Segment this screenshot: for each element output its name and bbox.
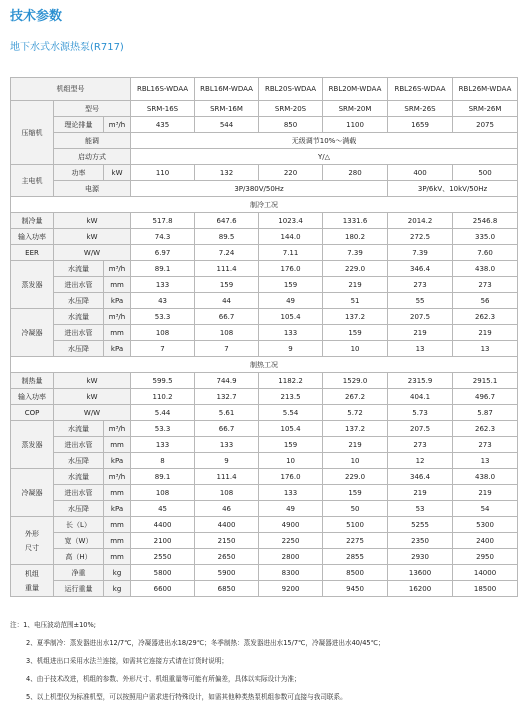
- table-row: [11, 197, 518, 213]
- value-cell: 133: [131, 277, 195, 293]
- table-row: [11, 293, 518, 309]
- row-label: 水压降: [54, 293, 104, 309]
- value-cell: 7: [195, 341, 259, 357]
- value-cell: 8500: [323, 565, 388, 581]
- table-row: [11, 373, 518, 389]
- value-cell: 5300: [453, 517, 518, 533]
- model-header: RBL26M-WDAA: [453, 78, 518, 101]
- value-cell: SRM-26M: [453, 101, 518, 117]
- unit-label: kW: [104, 165, 131, 181]
- table-row: [11, 469, 518, 485]
- table-row: [11, 421, 518, 437]
- value-cell: 132.7: [195, 389, 259, 405]
- value-cell: SRM-16M: [195, 101, 259, 117]
- row-label: 水流量: [54, 469, 104, 485]
- value-cell: 45: [131, 501, 195, 517]
- group-label: 蒸发器: [11, 421, 54, 469]
- value-cell: 7: [131, 341, 195, 357]
- value-cell: 46: [195, 501, 259, 517]
- value-cell: 3P/380V/50Hz: [131, 181, 388, 197]
- value-cell: 1331.6: [323, 213, 388, 229]
- value-cell: 2315.9: [388, 373, 453, 389]
- value-cell: 132: [195, 165, 259, 181]
- unit-label: mm: [104, 277, 131, 293]
- model-header: RBL16S-WDAA: [131, 78, 195, 101]
- row-label: 型号: [54, 101, 131, 117]
- value-cell: SRM-16S: [131, 101, 195, 117]
- value-cell: 1659: [388, 117, 453, 133]
- value-cell: 9: [259, 341, 323, 357]
- table-row: [11, 533, 518, 549]
- value-cell: 144.0: [259, 229, 323, 245]
- value-cell: 176.0: [259, 261, 323, 277]
- unit-label: kPa: [104, 293, 131, 309]
- value-cell: 599.5: [131, 373, 195, 389]
- value-cell: 13: [453, 341, 518, 357]
- value-cell: 133: [259, 325, 323, 341]
- table-row: [11, 485, 518, 501]
- value-cell: 5.87: [453, 405, 518, 421]
- table-row: [11, 245, 518, 261]
- value-cell: 438.0: [453, 261, 518, 277]
- page-title: 技术参数: [10, 9, 63, 24]
- value-cell: 5.73: [388, 405, 453, 421]
- value-cell: 207.5: [388, 421, 453, 437]
- value-cell: 229.0: [323, 469, 388, 485]
- value-cell: 110.2: [131, 389, 195, 405]
- table-row: [11, 181, 518, 197]
- table-row: [11, 101, 518, 117]
- row-label: 能调: [54, 133, 131, 149]
- value-cell: 2350: [388, 533, 453, 549]
- unit-label: m³/h: [104, 261, 131, 277]
- unit-label: mm: [104, 533, 131, 549]
- value-cell: 219: [453, 325, 518, 341]
- value-cell: 74.3: [131, 229, 195, 245]
- value-cell: 2075: [453, 117, 518, 133]
- unit-label: m³/h: [104, 309, 131, 325]
- value-cell: 1182.2: [259, 373, 323, 389]
- group-label-line: 外形: [25, 529, 39, 538]
- value-cell: 500: [453, 165, 518, 181]
- value-cell: 219: [453, 485, 518, 501]
- value-cell: 7.24: [195, 245, 259, 261]
- row-label: 宽（W）: [54, 533, 104, 549]
- value-cell: 7.11: [259, 245, 323, 261]
- group-label: 压缩机: [11, 101, 54, 165]
- group-label-line: 尺寸: [25, 543, 39, 552]
- unit-label: kg: [104, 565, 131, 581]
- row-label: 制热量: [11, 373, 54, 389]
- value-cell: 213.5: [259, 389, 323, 405]
- table-row: [11, 565, 518, 581]
- value-cell: 438.0: [453, 469, 518, 485]
- table-row: [11, 325, 518, 341]
- value-cell: 219: [388, 325, 453, 341]
- value-cell: 2650: [195, 549, 259, 565]
- value-cell: 49: [259, 501, 323, 517]
- value-cell: 435: [131, 117, 195, 133]
- table-row: [11, 117, 518, 133]
- value-cell: 56: [453, 293, 518, 309]
- value-cell: 4400: [131, 517, 195, 533]
- value-cell: 262.3: [453, 421, 518, 437]
- row-label: 水流量: [54, 309, 104, 325]
- value-cell: 14000: [453, 565, 518, 581]
- value-cell: 2550: [131, 549, 195, 565]
- unit-label: kW: [54, 389, 131, 405]
- value-cell: 9: [195, 453, 259, 469]
- group-label: [11, 565, 54, 597]
- group-label: 冷凝器: [11, 469, 54, 517]
- value-cell: 51: [323, 293, 388, 309]
- value-cell: 6600: [131, 581, 195, 597]
- value-cell: SRM-20M: [323, 101, 388, 117]
- value-cell: 2855: [323, 549, 388, 565]
- row-label: 输入功率: [11, 229, 54, 245]
- value-cell: 108: [131, 325, 195, 341]
- unit-label: mm: [104, 517, 131, 533]
- value-cell: 273: [453, 277, 518, 293]
- value-cell: 49: [259, 293, 323, 309]
- model-header: RBL26S-WDAA: [388, 78, 453, 101]
- value-cell: 219: [388, 485, 453, 501]
- value-cell: 13: [453, 453, 518, 469]
- value-cell: 111.4: [195, 469, 259, 485]
- value-cell: 55: [388, 293, 453, 309]
- value-cell: 16200: [388, 581, 453, 597]
- value-cell: 1529.0: [323, 373, 388, 389]
- unit-label: m³/h: [104, 117, 131, 133]
- table-row: [11, 229, 518, 245]
- value-cell: 53.3: [131, 421, 195, 437]
- value-cell: 111.4: [195, 261, 259, 277]
- unit-label: mm: [104, 485, 131, 501]
- value-cell: 110: [131, 165, 195, 181]
- value-cell: 12: [388, 453, 453, 469]
- value-cell: 8300: [259, 565, 323, 581]
- unit-label: mm: [104, 325, 131, 341]
- value-cell: 53: [388, 501, 453, 517]
- unit-label: kPa: [104, 341, 131, 357]
- value-cell: 2014.2: [388, 213, 453, 229]
- table-row: [11, 165, 518, 181]
- value-cell: 744.9: [195, 373, 259, 389]
- value-cell: 496.7: [453, 389, 518, 405]
- value-cell: 400: [388, 165, 453, 181]
- value-cell: 89.5: [195, 229, 259, 245]
- value-cell: 404.1: [388, 389, 453, 405]
- group-label-line: 重量: [25, 583, 39, 592]
- value-cell: 108: [195, 325, 259, 341]
- unit-label: m³/h: [104, 469, 131, 485]
- value-cell: 66.7: [195, 309, 259, 325]
- table-row: [11, 581, 518, 597]
- value-cell: 2250: [259, 533, 323, 549]
- table-row: [11, 213, 518, 229]
- value-cell: 159: [323, 485, 388, 501]
- value-cell: 219: [323, 277, 388, 293]
- model-header: RBL20M-WDAA: [323, 78, 388, 101]
- row-label: 净重: [54, 565, 104, 581]
- value-cell: 7.39: [323, 245, 388, 261]
- row-label: 水流量: [54, 421, 104, 437]
- value-cell: 272.5: [388, 229, 453, 245]
- value-cell: 13: [388, 341, 453, 357]
- table-row: [11, 341, 518, 357]
- unit-label: mm: [104, 549, 131, 565]
- value-cell: 2275: [323, 533, 388, 549]
- value-cell: 6.97: [131, 245, 195, 261]
- table-row: [11, 405, 518, 421]
- row-label: 水流量: [54, 261, 104, 277]
- table-row: [11, 149, 518, 165]
- row-label: 水压降: [54, 341, 104, 357]
- row-label: 运行重量: [54, 581, 104, 597]
- value-cell: 137.2: [323, 421, 388, 437]
- value-cell: SRM-26S: [388, 101, 453, 117]
- table-row: [11, 437, 518, 453]
- row-label: 启动方式: [54, 149, 131, 165]
- row-label: 进出水管: [54, 437, 104, 453]
- value-cell: 4900: [259, 517, 323, 533]
- value-cell: 3P/6kV、10kV/50Hz: [388, 181, 518, 197]
- value-cell: 54: [453, 501, 518, 517]
- section-title: 制热工况: [11, 357, 518, 373]
- value-cell: 50: [323, 501, 388, 517]
- value-cell: 44: [195, 293, 259, 309]
- row-label: 进出水管: [54, 485, 104, 501]
- value-cell: 346.4: [388, 261, 453, 277]
- value-cell: 180.2: [323, 229, 388, 245]
- value-cell: 335.0: [453, 229, 518, 245]
- value-cell: 133: [195, 437, 259, 453]
- value-cell: 159: [259, 277, 323, 293]
- unit-label: kW: [54, 373, 131, 389]
- value-cell: 10: [259, 453, 323, 469]
- value-cell: 2800: [259, 549, 323, 565]
- value-cell: 5900: [195, 565, 259, 581]
- spec-table: [10, 77, 518, 597]
- row-label: 进出水管: [54, 277, 104, 293]
- table-row: [11, 261, 518, 277]
- group-label: 蒸发器: [11, 261, 54, 309]
- table-row: [11, 78, 518, 101]
- value-cell: 2100: [131, 533, 195, 549]
- value-cell: 207.5: [388, 309, 453, 325]
- header-label: 机组型号: [11, 78, 131, 101]
- unit-label: kPa: [104, 501, 131, 517]
- value-cell: 2915.1: [453, 373, 518, 389]
- value-cell: 2150: [195, 533, 259, 549]
- row-label: COP: [11, 405, 54, 421]
- value-cell: 4400: [195, 517, 259, 533]
- value-cell: 544: [195, 117, 259, 133]
- value-cell: 273: [388, 437, 453, 453]
- table-row: [11, 309, 518, 325]
- value-cell: 5.44: [131, 405, 195, 421]
- unit-label: kg: [104, 581, 131, 597]
- unit-label: W/W: [54, 245, 131, 261]
- value-cell: 5255: [388, 517, 453, 533]
- value-cell: 9450: [323, 581, 388, 597]
- row-label: 进出水管: [54, 325, 104, 341]
- value-cell: 267.2: [323, 389, 388, 405]
- value-cell: 10: [323, 453, 388, 469]
- note-line: 注：1、电压波动范围±10%;: [10, 621, 96, 629]
- unit-label: kPa: [104, 453, 131, 469]
- row-label: 电源: [54, 181, 131, 197]
- model-header: RBL20S-WDAA: [259, 78, 323, 101]
- row-label: EER: [11, 245, 54, 261]
- group-label: 主电机: [11, 165, 54, 197]
- row-label: 输入功率: [11, 389, 54, 405]
- value-cell: 66.7: [195, 421, 259, 437]
- value-cell: 7.39: [388, 245, 453, 261]
- value-cell: 133: [131, 437, 195, 453]
- model-header: RBL16M-WDAA: [195, 78, 259, 101]
- value-cell: 5.61: [195, 405, 259, 421]
- value-cell: 105.4: [259, 421, 323, 437]
- product-subtitle: 地下水式水源热泵(R717): [10, 42, 124, 53]
- value-cell: 1100: [323, 117, 388, 133]
- notes: [10, 619, 520, 709]
- table-row: [11, 501, 518, 517]
- value-cell: 2546.8: [453, 213, 518, 229]
- value-cell: 无级调节10%～满载: [131, 133, 518, 149]
- value-cell: 176.0: [259, 469, 323, 485]
- table-row: [11, 277, 518, 293]
- value-cell: 159: [259, 437, 323, 453]
- value-cell: 89.1: [131, 469, 195, 485]
- table-row: [11, 517, 518, 533]
- value-cell: 6850: [195, 581, 259, 597]
- value-cell: 280: [323, 165, 388, 181]
- value-cell: 517.8: [131, 213, 195, 229]
- value-cell: 10: [323, 341, 388, 357]
- value-cell: 108: [131, 485, 195, 501]
- value-cell: 647.6: [195, 213, 259, 229]
- table-row: [11, 549, 518, 565]
- note-line: 2、夏季制冷：蒸发器进出水12/7℃，冷凝器进出水18/29℃；冬季制热：蒸发器进出水15/7℃，冷凝器进出水40/45℃；: [26, 639, 385, 647]
- value-cell: 137.2: [323, 309, 388, 325]
- table-row: [11, 357, 518, 373]
- value-cell: 7.60: [453, 245, 518, 261]
- value-cell: 43: [131, 293, 195, 309]
- row-label: 理论排量: [54, 117, 104, 133]
- row-label: 长（L）: [54, 517, 104, 533]
- value-cell: 850: [259, 117, 323, 133]
- value-cell: 262.3: [453, 309, 518, 325]
- value-cell: 273: [453, 437, 518, 453]
- value-cell: 2950: [453, 549, 518, 565]
- table-row: [11, 453, 518, 469]
- row-label: 水压降: [54, 501, 104, 517]
- note-line: 5、以上机型仅为标准机型，可以按照用户需求进行特殊设计，如需其他种类热泵机组参数可直接与我司联系。: [26, 693, 347, 701]
- value-cell: 346.4: [388, 469, 453, 485]
- unit-label: W/W: [54, 405, 131, 421]
- row-label: 功率: [54, 165, 104, 181]
- value-cell: 89.1: [131, 261, 195, 277]
- value-cell: 220: [259, 165, 323, 181]
- value-cell: 229.0: [323, 261, 388, 277]
- value-cell: 133: [259, 485, 323, 501]
- section-title: 制冷工况: [11, 197, 518, 213]
- table-row: [11, 389, 518, 405]
- note-line: 4、由于技术改进，机组的参数、外形尺寸、机组重量等可能有所偏差，具体以实际设计为准；: [26, 675, 301, 683]
- value-cell: SRM-20S: [259, 101, 323, 117]
- row-label: 制冷量: [11, 213, 54, 229]
- value-cell: 159: [195, 277, 259, 293]
- value-cell: 9200: [259, 581, 323, 597]
- row-label: 水压降: [54, 453, 104, 469]
- value-cell: 8: [131, 453, 195, 469]
- row-label: 高（H）: [54, 549, 104, 565]
- value-cell: 5800: [131, 565, 195, 581]
- value-cell: 1023.4: [259, 213, 323, 229]
- unit-label: kW: [54, 229, 131, 245]
- table-row: [11, 133, 518, 149]
- value-cell: 5.54: [259, 405, 323, 421]
- group-label: [11, 517, 54, 565]
- value-cell: 5.72: [323, 405, 388, 421]
- value-cell: 219: [323, 437, 388, 453]
- group-label-line: 机组: [25, 569, 39, 578]
- unit-label: kW: [54, 213, 131, 229]
- value-cell: 2400: [453, 533, 518, 549]
- value-cell: 105.4: [259, 309, 323, 325]
- value-cell: 108: [195, 485, 259, 501]
- unit-label: mm: [104, 437, 131, 453]
- value-cell: 159: [323, 325, 388, 341]
- value-cell: 13600: [388, 565, 453, 581]
- value-cell: 5100: [323, 517, 388, 533]
- value-cell: 18500: [453, 581, 518, 597]
- group-label: 冷凝器: [11, 309, 54, 357]
- value-cell: Y/△: [131, 149, 518, 165]
- note-line: 3、机组进出口采用水法兰连接，如需其它连接方式请在订货时说明；: [26, 657, 229, 665]
- value-cell: 53.3: [131, 309, 195, 325]
- value-cell: 2930: [388, 549, 453, 565]
- value-cell: 273: [388, 277, 453, 293]
- unit-label: m³/h: [104, 421, 131, 437]
